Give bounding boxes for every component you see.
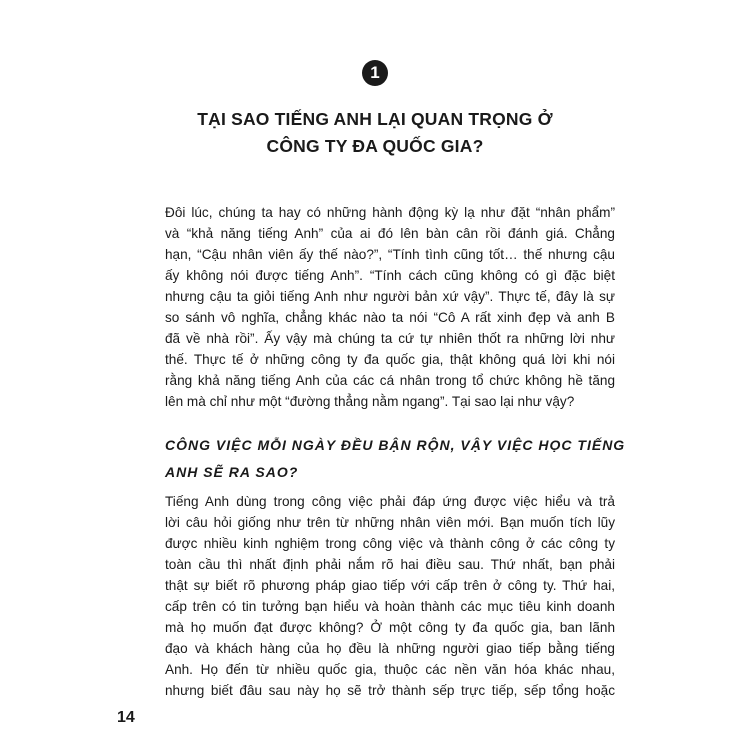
text-line: đạo và khách hàng của họ đều là những người giao tiếp bằng tiếng <box>165 641 615 656</box>
text-line: đã về nhà rồi”. Ấy vậy mà chúng ta cứ tự nhiên thốt ra những lời như <box>165 331 615 346</box>
text-line: mà họ muốn đạt được không? Ở một công ty đa quốc gia, ban lãnh <box>165 620 615 635</box>
text-line: Anh. Họ đến từ nhiều quốc gia, thuộc các nền văn hóa khác nhau, <box>165 662 615 677</box>
text-line: nhưng cậu ta giỏi tiếng Anh như người bản xứ vậy”. Thực tế, đây là sự <box>165 289 615 304</box>
text-line: được nhiều kinh nghiệm trong công việc và thành công ở các công ty <box>165 536 615 551</box>
chapter-title <box>0 106 750 160</box>
text-line: hạn, “Cậu nhân viên ấy thế nào?”, “Tính tình cũng tốt… thế nhưng cậu <box>165 247 615 262</box>
text-line: thế. Thực tế ở những công ty đa quốc gia, thật không quá lời khi nói <box>165 352 615 367</box>
text-line: lời câu hỏi giống như trên từ những nhân viên mới. Bạn muốn tích lũy <box>165 515 615 530</box>
text-line: CÔNG VIỆC MỖI NGÀY ĐỀU BẬN RỘN, VẬY VIỆC HỌC TIẾNG <box>165 437 626 453</box>
text-line: so sánh vô nghĩa, chẳng khác nào ta nói “Cô A rất xinh đẹp và anh B <box>165 310 615 325</box>
paragraph-body <box>165 491 615 701</box>
chapter-number-badge: 1 <box>362 60 388 86</box>
chapter-title-line: CÔNG TY ĐA QUỐC GIA? <box>266 136 484 156</box>
paragraph-intro <box>165 202 615 412</box>
chapter-title-line: TẠI SAO TIẾNG ANH LẠI QUAN TRỌNG Ở <box>197 109 553 129</box>
text-line: toàn cầu thì nhất định phải nắm rõ hai điều sau. Thứ nhất, bạn phải <box>165 557 615 572</box>
text-line: và “khả năng tiếng Anh” của ai đó lên bàn cân rồi đánh giá. Chẳng <box>165 226 615 241</box>
text-line: lên mà chỉ như một “đường thẳng nằm ngang”. Tại sao lại như vậy? <box>165 394 575 409</box>
text-line: ANH SẼ RA SAO? <box>165 464 299 480</box>
text-line: cấp trên có tin tưởng bạn hiểu và hoàn thành các mục tiêu kinh doanh <box>165 599 615 614</box>
page-number: 14 <box>117 709 135 726</box>
text-line: ấy không nói được tiếng Anh”. “Tính cách cũng không có gì đặc biệt <box>165 268 615 283</box>
text-line: nhưng biết đâu sau này họ sẽ trở thành sếp trực tiếp, sếp tổng hoặc <box>165 683 615 698</box>
text-line: Đôi lúc, chúng ta hay có những hành động kỳ lạ như đặt “nhân phẩm” <box>165 205 615 220</box>
section-heading <box>165 432 626 486</box>
text-line: Tiếng Anh dùng trong công việc phải đáp ứng được việc hiểu và trả <box>165 494 615 509</box>
text-line: rằng khả năng tiếng Anh của các cá nhân trong tổ chức không hề tăng <box>165 373 615 388</box>
text-line: thật sự biết rõ phương pháp giao tiếp với cấp trên ở công ty. Thứ hai, <box>165 578 615 593</box>
